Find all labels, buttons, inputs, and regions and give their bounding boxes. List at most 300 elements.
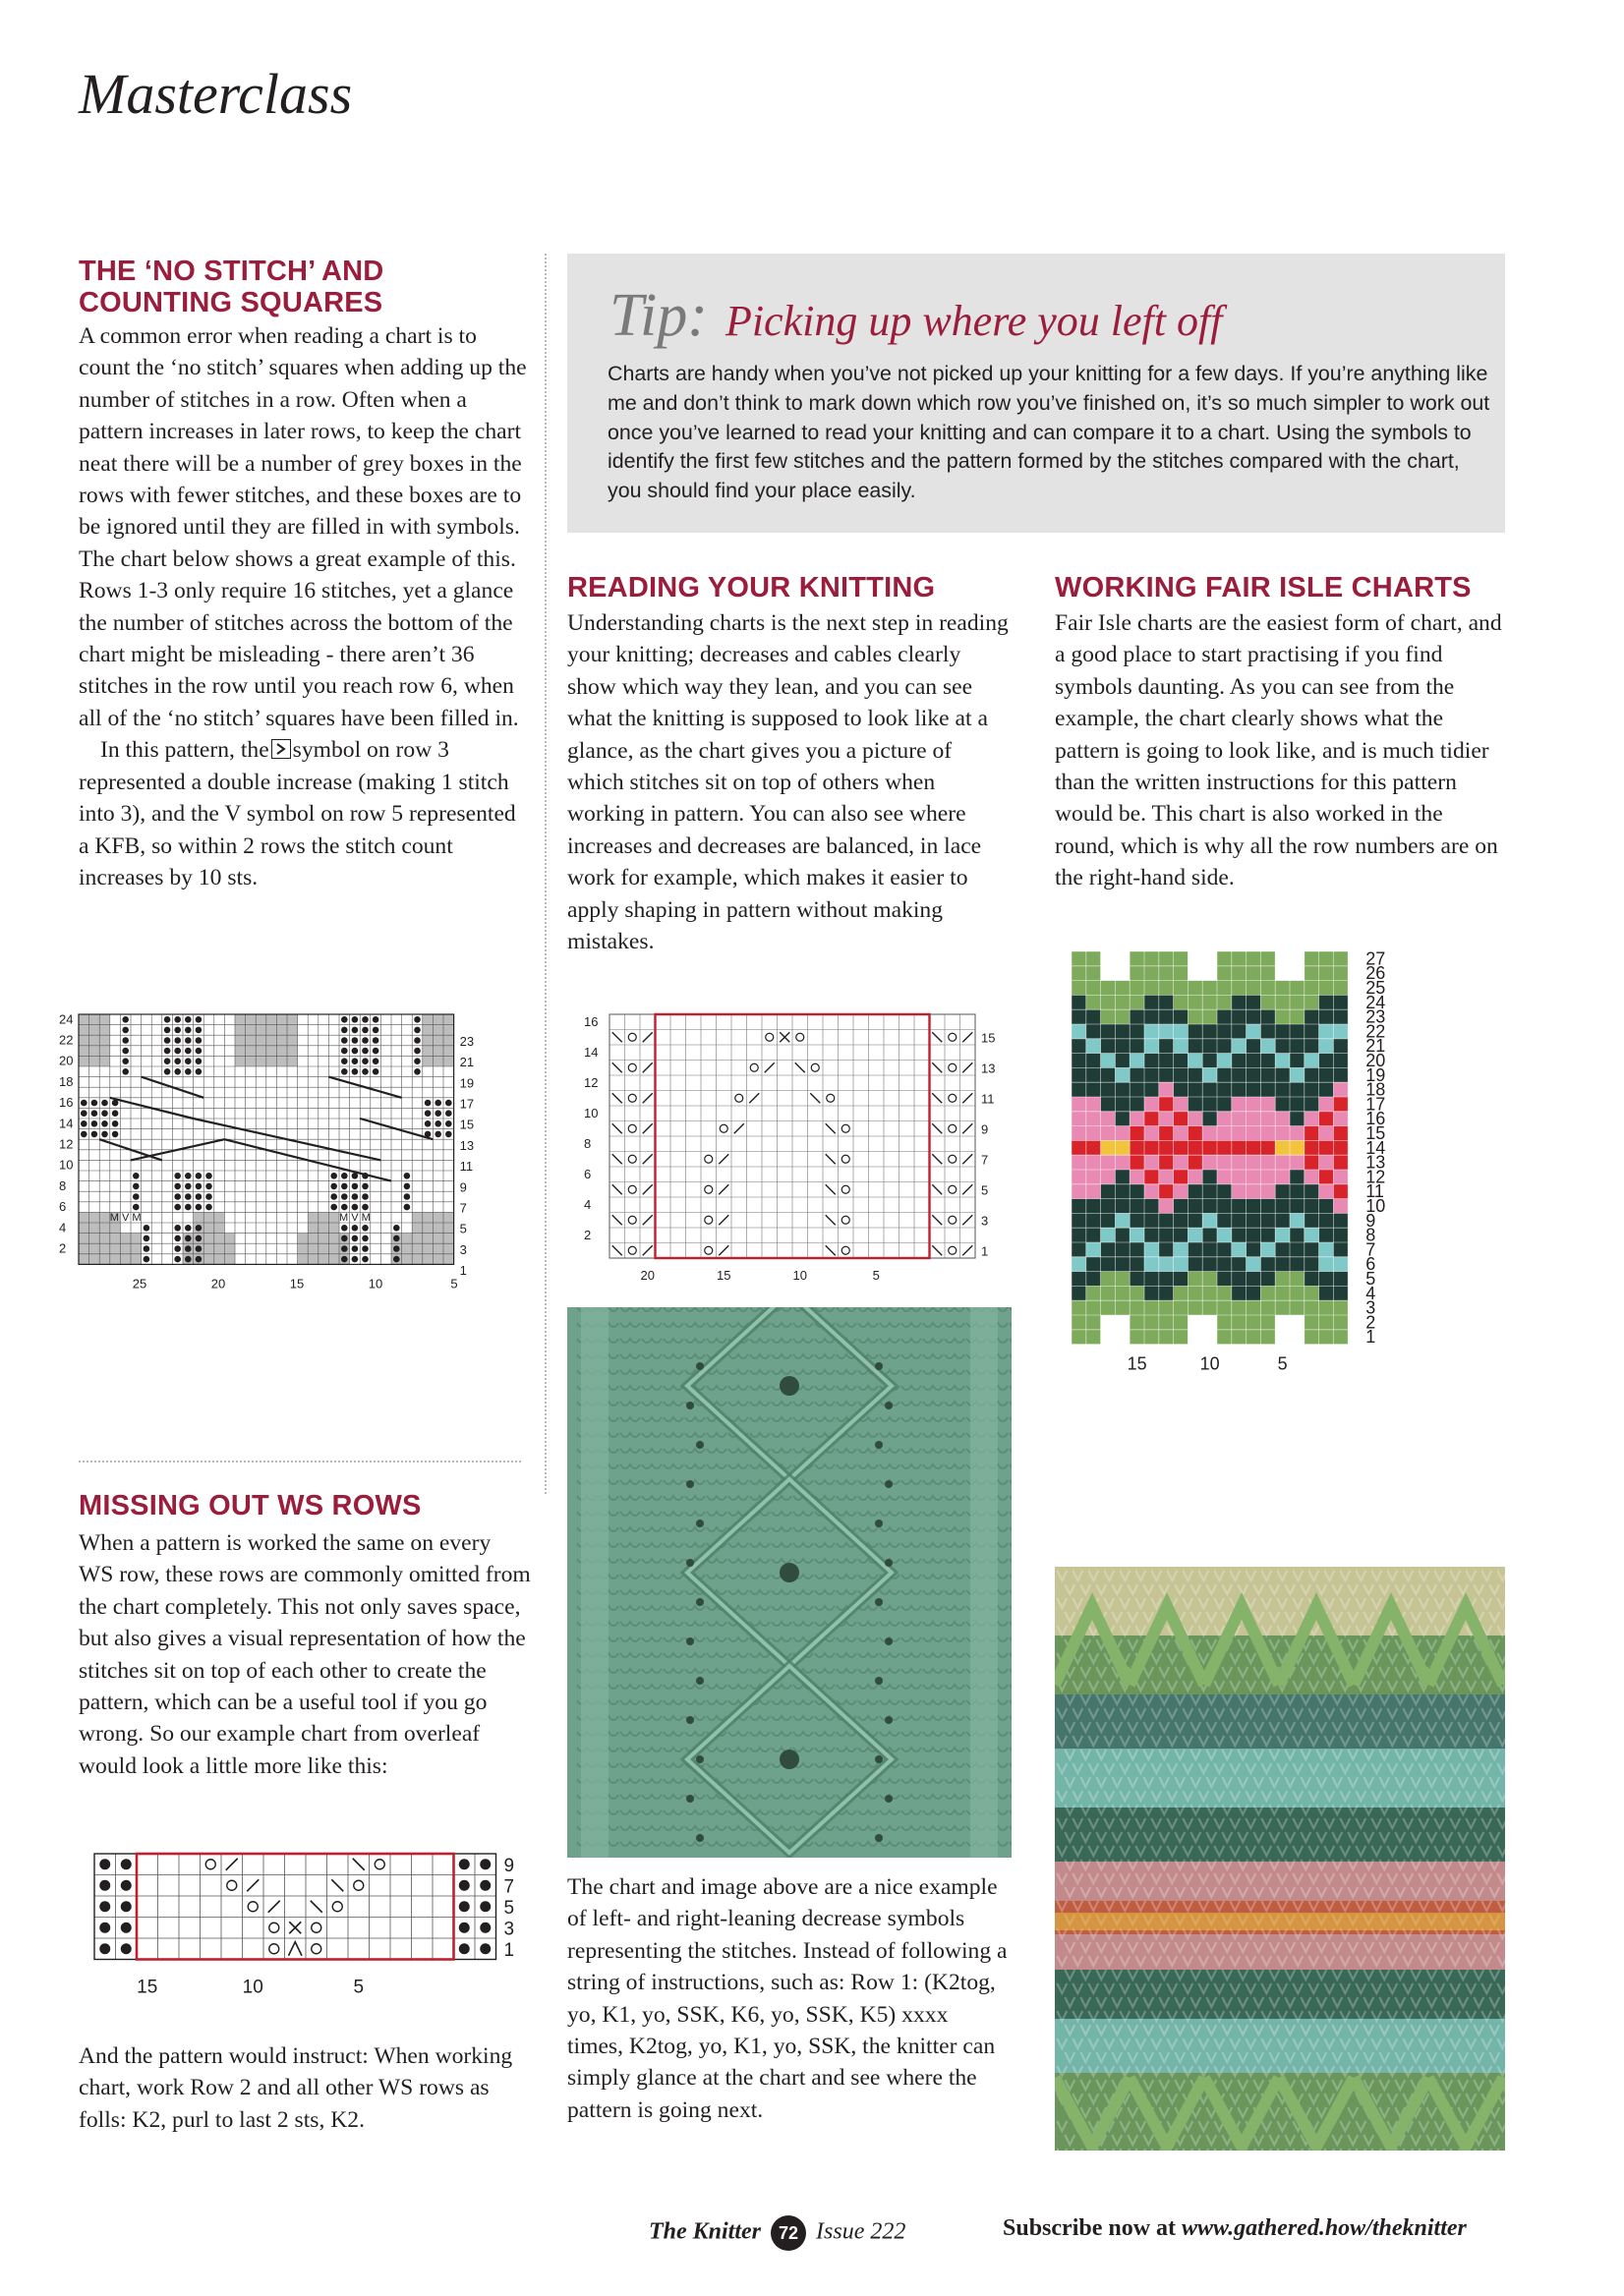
page-number: 72 xyxy=(771,2215,806,2251)
fair-isle-cell xyxy=(1174,951,1189,966)
fair-isle-cell xyxy=(1144,1112,1159,1126)
purl-dot xyxy=(185,1173,192,1179)
fair-isle-cell xyxy=(1115,1213,1130,1228)
fair-isle-cell xyxy=(1130,1097,1144,1112)
fair-isle-cell xyxy=(1174,1112,1189,1126)
fair-isle-cell xyxy=(1260,1126,1275,1141)
fair-isle-cell xyxy=(1247,1242,1261,1257)
purl-dot xyxy=(373,1037,379,1044)
reading-para1: Understanding charts is the next step in reading your knitting; decreases and cables clearly show which way they lean, and you can see what the knitting is supposed to look like at a glance, as the chart gives you a picture of which stitches sit on top of others when working in pattern. You can also see where increases and decreases are balanced, in lace work for example, which makes it easier to apply shaping in pattern without making mistakes. xyxy=(567,610,1009,955)
no-stitch-cell xyxy=(423,1046,434,1057)
purl-dot xyxy=(121,1880,132,1891)
no-stitch-cell xyxy=(443,1243,454,1254)
fair-isle-cell xyxy=(1159,1024,1174,1039)
row-label-right: 7 xyxy=(981,1152,989,1168)
row-label-left: 6 xyxy=(584,1166,592,1181)
fair-isle-cell xyxy=(1275,1242,1290,1257)
fair-isle-cell xyxy=(1144,995,1159,1009)
row-label-right: 1 xyxy=(981,1243,989,1259)
fair-isle-cell xyxy=(1319,1082,1334,1097)
fair-isle-cell xyxy=(1159,1170,1174,1184)
fair-isle-cell xyxy=(1174,1140,1189,1155)
fair-isle-cell xyxy=(1247,951,1261,966)
fair-isle-cell xyxy=(1115,1097,1130,1112)
col-label: 20 xyxy=(210,1276,226,1292)
purl-dot xyxy=(174,1058,181,1064)
fair-isle-cell xyxy=(1217,1155,1232,1170)
fair-isle-cell xyxy=(1232,1097,1247,1112)
fair-isle-cell xyxy=(1275,1140,1290,1155)
purl-dot xyxy=(373,1027,379,1034)
fair-isle-cell xyxy=(1319,1140,1334,1155)
no-stitch-cell xyxy=(319,1234,329,1244)
fair-isle-cell xyxy=(1188,981,1202,996)
purl-dot xyxy=(330,1183,337,1190)
row-label-left: 2 xyxy=(584,1227,592,1242)
fair-isle-cell xyxy=(1290,1184,1305,1199)
no-stitch-cell xyxy=(298,1234,309,1244)
fair-isle-cell xyxy=(1130,1067,1144,1082)
no-stitch-cell xyxy=(266,1035,277,1046)
no-stitch-cell xyxy=(131,1254,142,1265)
fair-isle-cell xyxy=(1275,1228,1290,1242)
fair-isle-cell xyxy=(1174,1272,1189,1287)
fair-isle-cell xyxy=(1260,1112,1275,1126)
no-stitch-cell xyxy=(203,1212,214,1223)
fair-isle-cell xyxy=(1130,1170,1144,1184)
no-stitch-cell xyxy=(423,1014,434,1025)
fair-isle-cell xyxy=(1101,1170,1116,1184)
fair-isle-cell xyxy=(1305,1112,1319,1126)
fair-isle-cell xyxy=(1115,1315,1130,1330)
col-label: 5 xyxy=(1277,1353,1288,1374)
fair-isle-cell xyxy=(1290,995,1305,1009)
fair-isle-cell xyxy=(1232,966,1247,981)
purl-dot xyxy=(352,1027,359,1034)
purl-dot xyxy=(362,1058,369,1064)
fair-isle-cell xyxy=(1159,1140,1174,1155)
row-label-right: 9 xyxy=(1365,1210,1376,1231)
fair-isle-cell xyxy=(1275,1097,1290,1112)
no-stitch-cell xyxy=(276,1035,287,1046)
fair-isle-chart xyxy=(1066,946,1528,1555)
col-label: 25 xyxy=(132,1276,147,1292)
no-stitch-cell xyxy=(423,1243,434,1254)
purl-dot xyxy=(164,1048,171,1055)
purl-dot xyxy=(459,1901,470,1912)
eyelet xyxy=(696,1755,704,1763)
fair-isle-cell xyxy=(1275,1039,1290,1054)
eyelet xyxy=(875,1834,883,1842)
fair-isle-cell xyxy=(1144,1228,1159,1242)
fair-isle-cell xyxy=(1305,1228,1319,1242)
subscribe-url[interactable]: www.gathered.how/theknitter xyxy=(1182,2215,1467,2241)
fair-isle-cell xyxy=(1232,1140,1247,1155)
no-stitch-cell xyxy=(423,1254,434,1265)
fair-isle-cell xyxy=(1290,951,1305,966)
purl-dot xyxy=(352,1225,359,1232)
fair-isle-cell xyxy=(1290,1272,1305,1287)
footer-issue xyxy=(649,2215,905,2251)
purl-dot xyxy=(352,1016,359,1023)
no-stitch-cell xyxy=(214,1254,225,1265)
row-label-left: 8 xyxy=(59,1177,67,1193)
no-stitch-cell xyxy=(423,1025,434,1036)
purl-dot xyxy=(196,1225,203,1232)
fair-isle-cell xyxy=(1144,1067,1159,1082)
row-label-left: 8 xyxy=(584,1135,592,1151)
no-stitch-cell xyxy=(433,1234,443,1244)
fair-isle-cell xyxy=(1101,1039,1116,1054)
purl-dot xyxy=(480,1880,491,1891)
fair-isle-cell xyxy=(1260,1315,1275,1330)
purl-dot xyxy=(341,1058,348,1064)
purl-dot xyxy=(341,1048,348,1055)
no-stitch-cell xyxy=(89,1212,100,1223)
no-stitch-cell xyxy=(433,1212,443,1223)
fair-isle-cell xyxy=(1217,1228,1232,1242)
fair-isle-cell xyxy=(1260,1097,1275,1112)
fair-isle-cell xyxy=(1115,951,1130,966)
purl-dot xyxy=(121,1901,132,1912)
no-stitch-cell xyxy=(224,1243,235,1254)
fair-isle-cell xyxy=(1115,1199,1130,1214)
fair-isle-cell xyxy=(1232,1039,1247,1054)
purl-dot xyxy=(330,1204,337,1211)
purl-dot xyxy=(352,1245,359,1252)
row-label-right: 19 xyxy=(1365,1064,1386,1085)
no-stitch-cell xyxy=(256,1035,266,1046)
fair-isle-cell xyxy=(1144,1184,1159,1199)
fair-isle-cell xyxy=(1202,995,1217,1009)
fair-isle-cell xyxy=(1260,1330,1275,1345)
fair-isle-cell xyxy=(1217,951,1232,966)
fair-isle-cell xyxy=(1072,1242,1086,1257)
purl-dot xyxy=(122,1037,129,1044)
fair-isle-cell xyxy=(1319,1009,1334,1024)
fair-isle-cell xyxy=(1115,1184,1130,1199)
fair-isle-cell xyxy=(1072,1286,1086,1300)
missing-ws-para2: And the pattern would instruct: When working chart, work Row 2 and all other WS rows as folls: K2, purl to last 2 sts, K2. xyxy=(79,2043,513,2133)
fair-isle-cell xyxy=(1275,1199,1290,1214)
fair-isle-cell xyxy=(1159,995,1174,1009)
col-label: 10 xyxy=(368,1276,383,1292)
no-stitch-cell xyxy=(89,1035,100,1046)
fair-isle-cell xyxy=(1130,1126,1144,1141)
fair-isle-cell xyxy=(1188,1039,1202,1054)
purl-dot xyxy=(362,1048,369,1055)
row-label-left: 6 xyxy=(59,1199,67,1215)
eyelet xyxy=(686,1716,694,1724)
fair-isle-cell xyxy=(1290,981,1305,996)
purl-dot xyxy=(445,1100,452,1107)
fair-isle-cell xyxy=(1247,995,1261,1009)
row-label-right: 16 xyxy=(1365,1109,1386,1129)
purl-dot xyxy=(91,1131,98,1138)
fair-isle-cell xyxy=(1202,1315,1217,1330)
no-stitch-cell xyxy=(308,1254,319,1265)
no-stitch-cell xyxy=(246,1056,257,1066)
no-stitch-cell xyxy=(443,1025,454,1036)
fair-isle-cell xyxy=(1319,1126,1334,1141)
row-label-right: 20 xyxy=(1365,1051,1386,1070)
fair-isle-cell xyxy=(1305,1330,1319,1345)
fair-isle-cell xyxy=(1319,1067,1334,1082)
chart1-marker-right: M V M xyxy=(339,1211,371,1224)
purl-dot xyxy=(352,1048,359,1055)
fair-isle-cell xyxy=(1290,1257,1305,1272)
fair-isle-cell xyxy=(1144,1170,1159,1184)
fair-isle-cell xyxy=(1290,966,1305,981)
purl-dot xyxy=(185,1245,192,1252)
purl-dot xyxy=(121,1943,132,1954)
no-stitch-cell xyxy=(328,1243,339,1254)
no-stitch-cell xyxy=(99,1254,110,1265)
col-label: 10 xyxy=(242,1977,263,1998)
fair-isle-cell xyxy=(1086,1097,1101,1112)
purl-dot xyxy=(122,1048,129,1055)
fair-isle-cell xyxy=(1275,1112,1290,1126)
fair-isle-cell xyxy=(1232,1286,1247,1300)
fair-isle-cell xyxy=(1086,1184,1101,1199)
no-stitch-cell xyxy=(266,1056,277,1066)
fair-isle-cell xyxy=(1275,1054,1290,1068)
no-stitch-cell xyxy=(99,1025,110,1036)
no-stitch-cell xyxy=(79,1243,89,1254)
fair-isle-cell xyxy=(1086,1112,1101,1126)
fair-isle-cell xyxy=(1260,1024,1275,1039)
no-stitch-cell xyxy=(203,1254,214,1265)
col-label: 15 xyxy=(289,1276,305,1292)
purl-dot xyxy=(341,1235,348,1242)
purl-dot xyxy=(330,1173,337,1179)
fair-isle-cell xyxy=(1319,951,1334,966)
fair-isle-cell xyxy=(1072,1228,1086,1242)
eyelet xyxy=(686,1795,694,1803)
fair-isle-cell xyxy=(1072,966,1086,981)
fair-isle-cell xyxy=(1232,981,1247,996)
no-stitch-cell xyxy=(120,1243,131,1254)
fair-isle-cell xyxy=(1086,951,1101,966)
fair-isle-cell xyxy=(1333,1082,1348,1097)
fairisle-para1: Fair Isle charts are the easiest form of chart, and a good place to start practising if you find symbols daunting. As you can see from the example, the chart clearly shows what the pattern is going to look like, and is much tidier than the written instructions for this pattern would be. This chart is also worked in the round, which is why all the row numbers are on the right-hand side. xyxy=(1055,610,1502,891)
purl-dot xyxy=(81,1131,87,1138)
row-label-left: 10 xyxy=(584,1105,599,1120)
fair-isle-cell xyxy=(1101,981,1116,996)
fair-isle-cell xyxy=(1333,1242,1348,1257)
fair-isle-cell xyxy=(1101,1112,1116,1126)
row-label-right: 1 xyxy=(459,1263,467,1279)
row-label-right: 5 xyxy=(1365,1269,1376,1289)
no-stitch-cell xyxy=(246,1035,257,1046)
fair-isle-cell xyxy=(1130,1082,1144,1097)
fair-isle-cell xyxy=(1115,1228,1130,1242)
purl-dot xyxy=(133,1173,140,1179)
fair-isle-cell xyxy=(1115,1082,1130,1097)
fair-isle-cell xyxy=(1333,1330,1348,1345)
fair-isle-cell xyxy=(1232,1228,1247,1242)
fair-isle-cell xyxy=(1130,966,1144,981)
fair-isle-cell xyxy=(1247,981,1261,996)
no-stitch-cell xyxy=(89,1243,100,1254)
increase-chart xyxy=(55,1008,537,1431)
purl-dot xyxy=(185,1058,192,1064)
no-stitch-cell xyxy=(433,1035,443,1046)
col-label: 15 xyxy=(1127,1353,1147,1374)
fair-isle-cell xyxy=(1101,1024,1116,1039)
no-stitch-cell xyxy=(412,1212,423,1223)
fair-isle-cell xyxy=(1333,1286,1348,1300)
eyelet xyxy=(885,1637,893,1645)
fair-isle-cell xyxy=(1144,1213,1159,1228)
no-stitch-cell xyxy=(214,1223,225,1234)
colour-band xyxy=(1055,1970,1505,2019)
row-label-right: 27 xyxy=(1365,948,1386,969)
purl-dot xyxy=(133,1204,140,1211)
fair-isle-cell xyxy=(1130,1155,1144,1170)
purl-dot xyxy=(341,1245,348,1252)
fair-isle-cell xyxy=(1319,1257,1334,1272)
fair-isle-cell xyxy=(1290,1126,1305,1141)
fair-isle-cell xyxy=(1290,1054,1305,1068)
fair-isle-cell xyxy=(1086,1067,1101,1082)
fair-isle-cell xyxy=(1188,1199,1202,1214)
fair-isle-cell xyxy=(1305,981,1319,996)
row-label-left: 22 xyxy=(59,1032,74,1048)
fair-isle-cell xyxy=(1202,1170,1217,1184)
no-stitch-cell xyxy=(266,1046,277,1057)
fair-isle-cell xyxy=(1144,1009,1159,1024)
fair-isle-cell xyxy=(1232,995,1247,1009)
fair-isle-cell xyxy=(1232,1082,1247,1097)
eyelet xyxy=(780,1563,799,1582)
row-label-right: 15 xyxy=(1365,1123,1386,1143)
fair-isle-cell xyxy=(1188,1097,1202,1112)
fair-isle-cell xyxy=(1305,1286,1319,1300)
fair-isle-cell xyxy=(1202,1140,1217,1155)
fair-isle-cell xyxy=(1188,1228,1202,1242)
fair-isle-cell xyxy=(1144,981,1159,996)
col-label: 5 xyxy=(872,1268,880,1283)
fair-isle-cell xyxy=(1275,1300,1290,1315)
fair-isle-cell xyxy=(1101,1242,1116,1257)
fair-isle-cell xyxy=(1144,1054,1159,1068)
missing-ws-para1: When a pattern is worked the same on every WS row, these rows are commonly omitted from the chart completely. This not only saves space, but also gives a visual representation of how the stitches sit on top of each other to create the pattern, which can be a useful tool if you go wrong. So our example chart from overleaf would look a little more like this: xyxy=(79,1530,531,1779)
fair-isle-cell xyxy=(1333,1097,1348,1112)
no-stitch-cell xyxy=(214,1212,225,1223)
purl-dot xyxy=(122,1016,129,1023)
fair-isle-cell xyxy=(1247,1213,1261,1228)
fair-isle-cell xyxy=(1305,1097,1319,1112)
fair-isle-cell xyxy=(1174,1315,1189,1330)
row-label-right: 3 xyxy=(1365,1297,1376,1318)
fair-isle-cell xyxy=(1159,1067,1174,1082)
purl-dot xyxy=(459,1943,470,1954)
eyelet xyxy=(885,1559,893,1567)
fair-isle-cell xyxy=(1305,1184,1319,1199)
no-stitch-cell xyxy=(298,1254,309,1265)
fair-isle-cell xyxy=(1232,1112,1247,1126)
purl-dot xyxy=(362,1016,369,1023)
fair-isle-cell xyxy=(1144,1315,1159,1330)
no-stitch-cell xyxy=(214,1234,225,1244)
fair-isle-cell xyxy=(1305,1242,1319,1257)
fair-isle-cell xyxy=(1247,1054,1261,1068)
fair-isle-cell xyxy=(1130,1213,1144,1228)
fair-isle-cell xyxy=(1260,1067,1275,1082)
eyelet xyxy=(686,1637,694,1645)
no-stitch-cell xyxy=(328,1254,339,1265)
fair-isle-cell xyxy=(1305,1199,1319,1214)
fair-isle-cell xyxy=(1072,1054,1086,1068)
fair-isle-cell xyxy=(1086,1228,1101,1242)
row-label-right: 1 xyxy=(1365,1327,1376,1348)
purl-dot xyxy=(101,1100,108,1107)
fair-isle-cell xyxy=(1333,1170,1348,1184)
row-label-right: 11 xyxy=(1365,1181,1384,1202)
fair-isle-cell xyxy=(1101,1155,1116,1170)
fair-isle-cell xyxy=(1247,966,1261,981)
no-stitch-cell xyxy=(110,1223,121,1234)
eyelet xyxy=(875,1677,883,1685)
fair-isle-cell xyxy=(1333,981,1348,996)
fair-isle-cell xyxy=(1144,951,1159,966)
no-stitch-para2 xyxy=(79,734,531,893)
fair-isle-cell xyxy=(1232,1257,1247,1272)
fair-isle-cell xyxy=(1086,995,1101,1009)
fair-isle-cell xyxy=(1130,1199,1144,1214)
no-stitch-para1: A common error when reading a chart is to count the ‘no stitch’ squares when adding up the number of stitches in a row. Often when a pattern increases in later rows, to keep the chart neat there will be a number of grey boxes in the rows with fewer stitches, and these boxes are to be ignored until they are filled in with symbols. The chart below shows a great example of this. Rows 1-3 only require 16 stitches, yet a glance the number of stitches across the bottom of the chart might be misleading - there aren’t 36 stitches in the row until you reach row 6, when all of the ‘no stitch’ squares have been filled in. xyxy=(79,323,527,731)
fair-isle-cell xyxy=(1202,1067,1217,1082)
fair-isle-cell xyxy=(1333,1039,1348,1054)
fair-isle-cell xyxy=(1217,1097,1232,1112)
no-stitch-cell xyxy=(328,1212,339,1223)
fair-isle-cell xyxy=(1072,1082,1086,1097)
fair-isle-cell xyxy=(1333,1228,1348,1242)
fair-isle-cell xyxy=(1305,1300,1319,1315)
fair-isle-cell xyxy=(1086,1054,1101,1068)
fair-isle-cell xyxy=(1333,1024,1348,1039)
purl-dot xyxy=(91,1100,98,1107)
no-stitch-cell xyxy=(287,1014,298,1025)
purl-dot xyxy=(341,1173,348,1179)
fair-isle-cell xyxy=(1217,1286,1232,1300)
fair-isle-cell xyxy=(1333,1112,1348,1126)
col-label: 15 xyxy=(137,1977,158,1998)
no-stitch-cell xyxy=(402,1243,413,1254)
fair-isle-cell xyxy=(1290,1330,1305,1345)
fair-isle-cell xyxy=(1217,995,1232,1009)
fair-isle-cell xyxy=(1086,1039,1101,1054)
fair-isle-cell xyxy=(1174,1155,1189,1170)
col-label: 15 xyxy=(717,1268,731,1283)
fair-isle-cell xyxy=(1260,981,1275,996)
fair-isle-cell xyxy=(1202,1199,1217,1214)
no-stitch-cell xyxy=(99,1223,110,1234)
colour-band xyxy=(1055,1934,1505,1970)
fair-isle-cell xyxy=(1260,1257,1275,1272)
row-label-right: 15 xyxy=(981,1030,996,1046)
eyelet xyxy=(875,1520,883,1527)
fair-isle-cell xyxy=(1333,1140,1348,1155)
fair-isle-cell xyxy=(1159,1300,1174,1315)
no-stitch-cell xyxy=(235,1056,246,1066)
fair-isle-cell xyxy=(1290,1242,1305,1257)
fair-isle-cell xyxy=(1188,1067,1202,1082)
fair-isle-cell xyxy=(1086,1272,1101,1287)
fair-isle-cell xyxy=(1130,951,1144,966)
fair-isle-cell xyxy=(1130,1286,1144,1300)
